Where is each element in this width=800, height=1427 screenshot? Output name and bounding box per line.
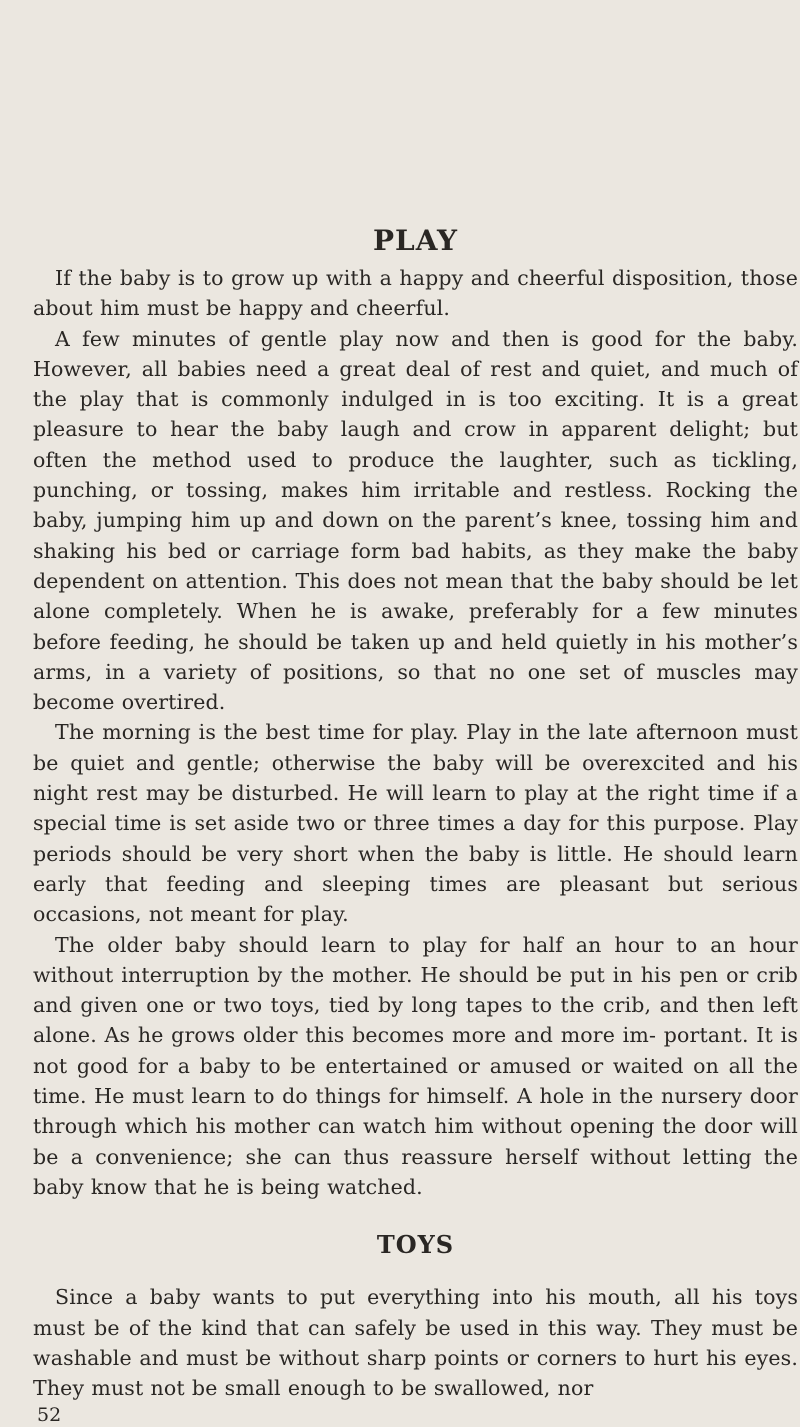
paragraph-older-baby: The older baby should learn to play for half an hour to an hour without interruption by the mother. He should be put in his pen or crib and given one or two toys, tied by long tapes to the crib, and then left alone. As he grows older this becomes more and more im- portant. It is not good for a baby to be entertained or amused or waited on all the time. He must learn to do things for himself. A hole in the nursery door through which his mother can watch him without opening the door will be a convenience; she can thus reassure herself without letting the baby know that he is being watched. [33, 932, 798, 1199]
paragraph-play-time: The morning is the best time for play. Play in the late afternoon must be quiet and gentle; otherwise the baby will be overexcited and his night rest may be disturbed. He will learn to play at the right time if a special time is set aside two or three times a day for this purpose. Play periods should be very short when the baby is little. He should learn early that feeding and sleeping times are pleasant but serious occasions, not meant for play. [33, 720, 798, 927]
page-title: PLAY [372, 224, 459, 257]
page-number: 52 [37, 1404, 62, 1427]
paragraph-toys: Since a baby wants to put everything into his mouth, all his toys must be of the kind that can safely be used in this way. They must be washable and must be without sharp points or corners to hurt his eyes. They must not be small enough to be swallowed, nor [33, 1285, 798, 1401]
paragraph-disposition: If the baby is to grow up with a happy and cheerful disposition, those about him must be happy and cheerful. [33, 266, 798, 321]
paragraph-gentle-play: A few minutes of gentle play now and then is good for the baby. However, all babies need a great deal of rest and quiet, and much of the play that is commonly indulged in is too exciting. It is a great pleasure to hear the baby laugh and crow in apparent delight; but often the method used to produce the laughter, such as tickling, punching, or tossing, makes him irritable and restless. Rocking the baby, jumping him up and down on the parent’s knee, tossing him and shaking his bed or carriage form bad habits, as they make the baby dependent on attention. This does not mean that the baby should be let alone completely. When he is awake, preferably for a few minutes before feeding, he should be taken up and held quietly in his mother’s arms, in a variety of positions, so that no one set of muscles may become overtired. [33, 326, 798, 715]
section-heading-toys: TOYS [376, 1230, 455, 1260]
book-page [33, 225, 798, 1427]
